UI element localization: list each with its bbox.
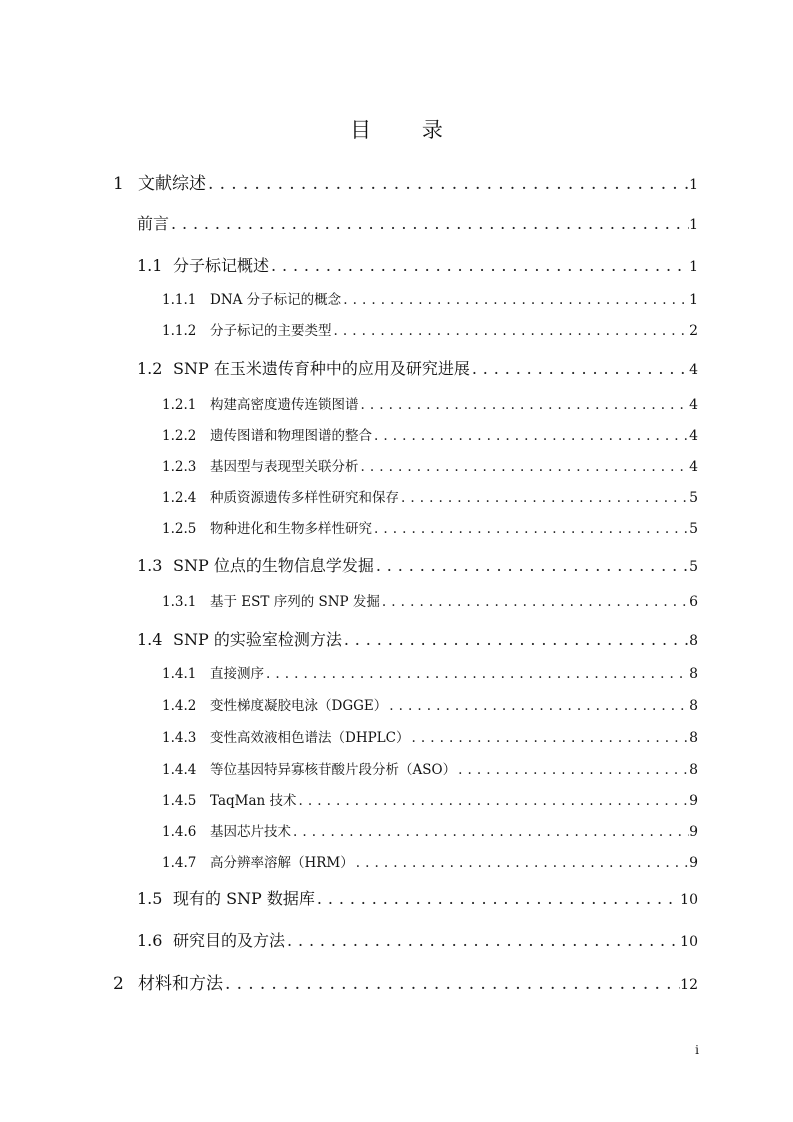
toc-entry-number: 1.1.1	[162, 292, 197, 308]
toc-entry-page: 6	[689, 594, 698, 610]
toc-entry-subsection-1-2-2[interactable]	[162, 424, 698, 444]
toc-entry-page: 8	[689, 730, 698, 746]
toc-entry-page: 12	[680, 977, 698, 993]
toc-entry-page: 8	[689, 698, 698, 714]
toc-entry-page: 10	[680, 934, 698, 950]
toc-entry-number: 1.4.2	[162, 698, 197, 714]
toc-entry-number: 1.2.3	[162, 459, 197, 475]
toc-entry-number: 1.2.2	[162, 428, 197, 444]
toc-entry-number: 1.2.1	[162, 397, 197, 413]
toc-entry-subsection-1-4-6[interactable]	[162, 820, 698, 840]
toc-entry-page: 4	[689, 428, 698, 444]
toc-entry-number: 1.4	[137, 630, 163, 649]
toc-entry-label: SNP 的实验室检测方法	[173, 630, 342, 649]
toc-entry-page: 9	[689, 824, 698, 840]
toc-entry-label: SNP 在玉米遗传育种中的应用及研究进展	[173, 359, 470, 378]
dot-leader	[372, 521, 689, 537]
toc-entry-number: 2	[113, 974, 124, 994]
toc-entry-label: 变性梯度凝胶电泳（DGGE）	[210, 698, 388, 714]
dot-leader	[342, 630, 689, 649]
dot-leader	[297, 793, 690, 809]
toc-entry-number: 1.5	[137, 889, 163, 908]
toc-entry-number: 1	[113, 174, 124, 194]
toc-entry-label: 遗传图谱和物理图谱的整合	[210, 428, 372, 444]
dot-leader	[332, 323, 690, 339]
dot-leader	[409, 730, 689, 746]
toc-entry-label: SNP 位点的生物信息学发掘	[173, 556, 374, 575]
toc-entry-label: 文献综述	[138, 174, 206, 194]
toc-entry-label: 变性高效液相色谱法（DHPLC）	[210, 730, 410, 746]
dot-leader	[269, 256, 689, 275]
toc-entry-page: 1	[689, 217, 698, 233]
toc-entry-label: 直接测序	[210, 666, 264, 682]
dot-leader	[470, 359, 689, 378]
toc-entry-subsection-1-4-5[interactable]	[162, 789, 698, 809]
page-title: 目 录	[350, 118, 465, 142]
dot-leader	[206, 174, 689, 194]
toc-entry-number: 1.3	[137, 556, 163, 575]
toc-entry-subsection-1-3-1[interactable]	[162, 590, 698, 610]
toc-entry-label: 基因芯片技术	[210, 824, 291, 840]
toc-entry-preface[interactable]	[137, 211, 698, 234]
dot-leader	[399, 490, 689, 506]
toc-entry-page: 5	[689, 521, 698, 537]
toc-entry-label: 研究目的及方法	[173, 931, 286, 950]
toc-entry-page: 1	[689, 292, 698, 308]
toc-entry-label: 构建高密度遗传连锁图谱	[210, 397, 359, 413]
toc-entry-page: 4	[689, 362, 698, 378]
toc-entry-section-1-5[interactable]	[137, 886, 698, 909]
toc-entry-number: 1.4.7	[162, 855, 197, 871]
toc-entry-subsection-1-2-3[interactable]	[162, 455, 698, 475]
toc-entry-label: 种质资源遗传多样性研究和保存	[210, 490, 399, 506]
dot-leader	[341, 292, 689, 308]
toc-entry-label: 前言	[137, 214, 170, 233]
dot-leader	[264, 666, 689, 682]
toc-entry-number: 1.3.1	[162, 594, 197, 610]
toc-entry-section-1-4[interactable]	[137, 627, 698, 650]
dot-leader	[380, 594, 689, 610]
toc-entry-label: DNA 分子标记的概念	[210, 292, 342, 308]
toc-entry-section-1-2[interactable]	[137, 356, 698, 379]
toc-entry-subsection-1-2-1[interactable]	[162, 393, 698, 413]
toc-entry-page: 1	[689, 177, 698, 193]
toc-entry-label: 高分辨率溶解（HRM）	[210, 855, 354, 871]
toc-entry-page: 2	[689, 323, 698, 339]
toc-entry-number: 1.2.5	[162, 521, 197, 537]
toc-entry-chapter-2[interactable]	[113, 969, 698, 994]
toc-entry-label: 分子标记概述	[173, 256, 270, 275]
toc-entry-page: 8	[689, 666, 698, 682]
toc-entry-label: 现有的 SNP 数据库	[173, 889, 315, 908]
toc-entry-chapter-1[interactable]	[113, 169, 698, 194]
toc-entry-page: 10	[680, 892, 698, 908]
dot-leader	[359, 397, 690, 413]
toc-entry-number: 1.2	[137, 359, 163, 378]
toc-entry-number: 1.4.3	[162, 730, 197, 746]
toc-entry-section-1-1[interactable]	[137, 253, 698, 276]
toc-entry-label: 物种进化和生物多样性研究	[210, 521, 372, 537]
toc-entry-subsection-1-2-4[interactable]	[162, 486, 698, 506]
toc-entry-page: 1	[689, 259, 698, 275]
toc-entry-subsection-1-1-1[interactable]	[162, 288, 698, 308]
toc-entry-label: 基因型与表现型关联分析	[210, 459, 359, 475]
toc-entry-page: 8	[689, 762, 698, 778]
toc-entry-subsection-1-4-3[interactable]	[162, 726, 698, 746]
dot-leader	[315, 889, 680, 908]
toc-entry-page: 9	[689, 855, 698, 871]
toc-entry-number: 1.4.5	[162, 793, 197, 809]
toc-entry-section-1-6[interactable]	[137, 928, 698, 951]
toc-entry-number: 1.4.4	[162, 762, 197, 778]
page-number-footer: i	[695, 1043, 699, 1057]
toc-entry-number: 1.4.6	[162, 824, 197, 840]
toc-entry-number: 1.1.2	[162, 323, 197, 339]
dot-leader	[285, 931, 680, 950]
dot-leader	[169, 214, 689, 233]
toc-entry-label: 分子标记的主要类型	[210, 323, 332, 339]
toc-entry-page: 5	[689, 559, 698, 575]
toc-entry-subsection-1-4-2[interactable]	[162, 694, 698, 714]
dot-leader	[374, 556, 689, 575]
toc-entry-label: 材料和方法	[138, 974, 223, 994]
toc-entry-page: 9	[689, 793, 698, 809]
dot-leader	[291, 824, 689, 840]
toc-entry-number: 1.4.1	[162, 666, 197, 682]
toc-entry-label: 基于 EST 序列的 SNP 发掘	[210, 594, 380, 610]
toc-entry-number: 1.2.4	[162, 490, 197, 506]
dot-leader	[223, 974, 680, 994]
toc-entry-number: 1.1	[137, 256, 163, 275]
toc-entry-label: TaqMan 技术	[210, 793, 297, 809]
toc-entry-number: 1.6	[137, 931, 163, 950]
dot-leader	[354, 855, 689, 871]
dot-leader	[372, 428, 689, 444]
dot-leader	[387, 698, 689, 714]
dot-leader	[456, 762, 689, 778]
toc-entry-page: 4	[689, 397, 698, 413]
toc-entry-subsection-1-4-1[interactable]	[162, 662, 698, 682]
toc-entry-subsection-1-2-5[interactable]	[162, 517, 698, 537]
toc-entry-subsection-1-1-2[interactable]	[162, 319, 698, 339]
toc-entry-subsection-1-4-4[interactable]	[162, 758, 698, 778]
toc-entry-page: 5	[689, 490, 698, 506]
toc-entry-page: 8	[689, 633, 698, 649]
toc-entry-label: 等位基因特异寡核苷酸片段分析（ASO）	[210, 762, 457, 778]
dot-leader	[359, 459, 690, 475]
toc-entry-subsection-1-4-7[interactable]	[162, 851, 698, 871]
toc-entry-section-1-3[interactable]	[137, 553, 698, 576]
toc-entry-page: 4	[689, 459, 698, 475]
